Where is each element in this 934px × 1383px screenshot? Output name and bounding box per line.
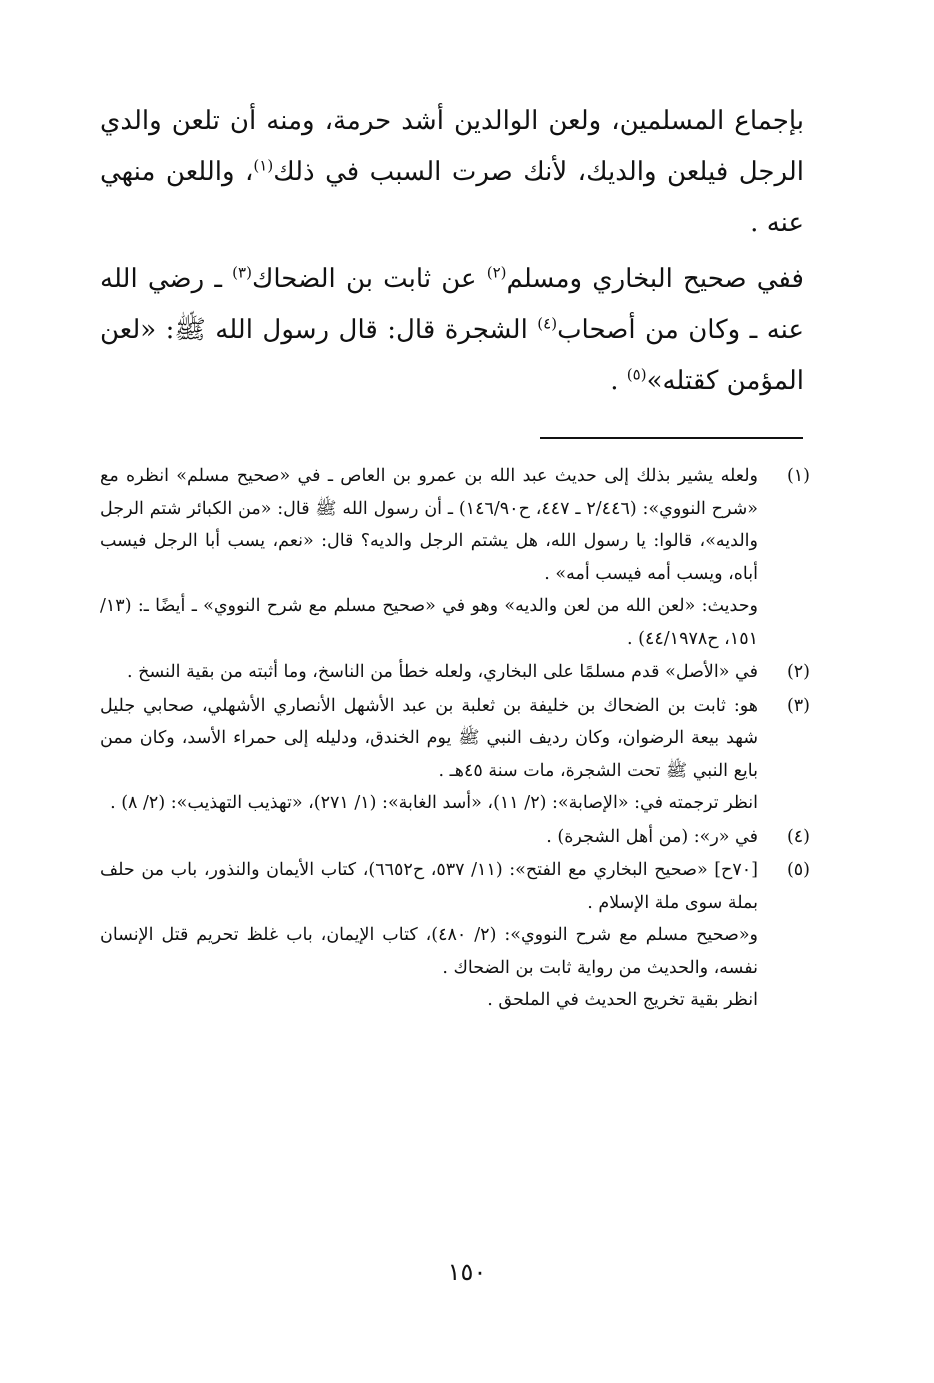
footnote-ref-3: (٣) bbox=[232, 263, 252, 282]
footnote-ref-1: (١) bbox=[253, 156, 274, 175]
main-text bbox=[100, 96, 804, 407]
footnote-ref-2: (٢) bbox=[486, 263, 507, 282]
footnote-paragraph: في «ر»: (من أهل الشجرة) . bbox=[546, 826, 758, 847]
footnote-separator bbox=[540, 437, 803, 439]
footnote-number: (٤) bbox=[786, 826, 810, 847]
footnote-paragraph: ولعله يشير بذلك إلى حديث عبد الله بن عمرو بن العاص ـ في «صحيح مسلم» انظره مع «شرح النووي»: (٢/٤٤٦ ـ ٤٤٧، ح١٤٦/٩٠) ـ أن رسول الله ﷺ قال: «من الكبائر شتم الرجل والديه»، قالوا: يا رسول الله، هل يشتم الرجل والديه؟ قال: «نعم، يسب أبا الرجل فيسب أباه، ويسب أمه فيسب أمه» . bbox=[100, 466, 758, 584]
footnote-paragraph: انظر ترجمته في: «الإصابة»: (٢/ ١١)، «أسد الغابة»: (١/ ٢٧١)، «تهذيب التهذيب»: (٢/ ٨) . bbox=[110, 793, 758, 813]
footnote-number: (٢) bbox=[786, 662, 810, 682]
footnote-paragraph: و«صحيح مسلم مع شرح النووي»: (٢/ ٤٨٠)، كتاب الإيمان، باب غلظ تحريم قتل الإنسان نفسه، والحديث من رواية ثابت بن الضحاك . bbox=[100, 925, 758, 978]
footnote-paragraph: في «الأصل» قدم مسلمًا على البخاري، ولعله خطأ من الناسخ، وما أثبته من بقية النسخ . bbox=[127, 662, 758, 682]
footnote-paragraph: هو: ثابت بن الضحاك بن خليفة بن ثعلبة بن عبد الأشهل الأنصاري الأشهلي، صحابي جليل شهد بيعة الرضوان، وكان رديف النبي ﷺ يوم الخندق، ودليله إلى حمراء الأسد، وكان ممن بايع النبي ﷺ تحت الشجرة، مات سنة ٤٥هـ . bbox=[100, 695, 758, 781]
paragraph-2-text-e: . bbox=[610, 366, 627, 396]
paragraph-2 bbox=[100, 254, 804, 407]
footnote-body bbox=[100, 656, 758, 689]
footnote-paragraph: انظر بقية تخريج الحديث في الملحق . bbox=[487, 990, 758, 1010]
footnote-5 bbox=[100, 854, 810, 1017]
footnote-2 bbox=[100, 656, 810, 689]
footnote-paragraph: وحديث: «لعن الله من لعن والديه» وهو في «صحيح مسلم مع شرح النووي» ـ أيضًا ـ: (١٣/ ١٥١، ح٤٤/١٩٧٨) . bbox=[100, 596, 758, 649]
paragraph-1 bbox=[100, 96, 804, 249]
footnotes bbox=[100, 460, 810, 1018]
footnote-body bbox=[100, 854, 758, 1017]
footnote-number: (٣) bbox=[786, 695, 810, 716]
footnote-number: (١) bbox=[786, 466, 810, 486]
paragraph-1-text-end: ، واللعن منهي عنه . bbox=[100, 157, 804, 238]
footnote-ref-4: (٤) bbox=[537, 314, 558, 333]
footnote-4 bbox=[100, 821, 810, 854]
footnote-3 bbox=[100, 690, 810, 820]
paragraph-2-text-b: عن ثابت بن الضحاك bbox=[251, 264, 487, 294]
paragraph-2-text-d: الشجرة قال: قال رسول الله ﷺ: «لعن المؤمن كقتله» bbox=[100, 315, 804, 396]
footnote-1 bbox=[100, 460, 810, 655]
footnote-body bbox=[100, 821, 758, 854]
page-number: ١٥٠ bbox=[447, 1258, 487, 1286]
footnote-body bbox=[100, 690, 758, 820]
footnote-number: (٥) bbox=[786, 860, 810, 880]
paragraph-2-text-c: ـ رضي الله عنه ـ وكان من أصحاب bbox=[100, 264, 805, 345]
footnote-ref-5: (٥) bbox=[626, 365, 647, 384]
footnote-body bbox=[100, 460, 758, 655]
paragraph-2-text-a: ففي صحيح البخاري ومسلم bbox=[506, 264, 804, 294]
paragraph-1-text: بإجماع المسلمين، ولعن الوالدين أشد حرمة، ومنه أن تلعن والدي الرجل فيلعن والديك، لأنك صرت السبب في ذلك bbox=[100, 106, 804, 187]
footnote-paragraph: [٧٠ح] «صحيح البخاري مع الفتح»: (١١/ ٥٣٧، ح٦٦٥٢)، كتاب الأيمان والنذور، باب من حلف بملة سوى ملة الإسلام . bbox=[100, 860, 758, 913]
